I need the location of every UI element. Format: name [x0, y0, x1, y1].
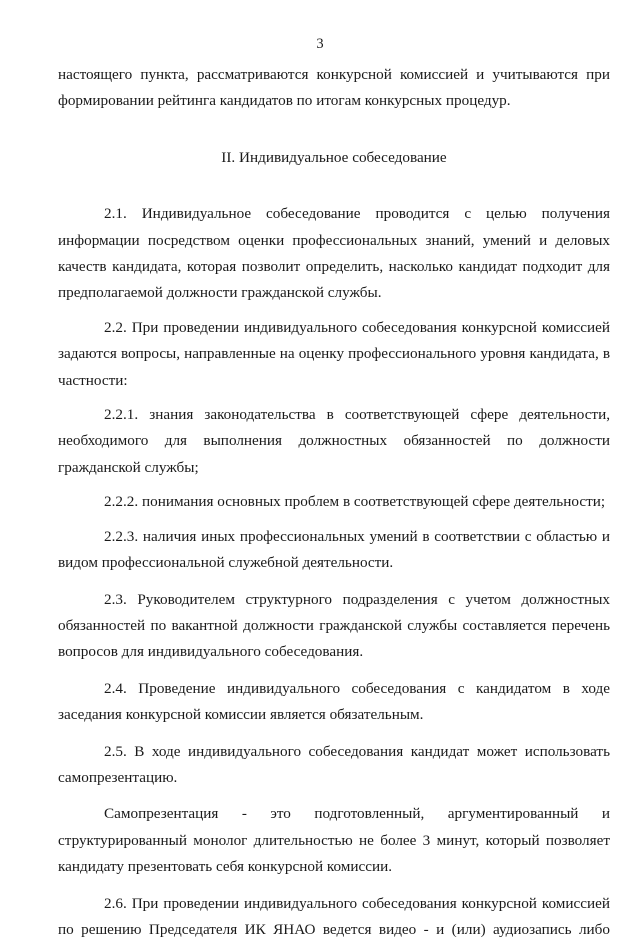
- paragraph-2-2-2: 2.2.2. понимания основных проблем в соответствующей сфере деятельности;: [104, 493, 606, 511]
- paragraph-2-2-1: 2.2.1. знания законодательства в соответствующей сфере деятельности, необходимого для выполнения должностных обязанностей по должности гражданской службы;: [58, 406, 610, 476]
- paragraph-2-5: 2.5. В ходе индивидуального собеседования кандидат может использовать самопрезентацию.: [58, 742, 610, 786]
- paragraph-2-6: 2.6. При проведении индивидуального собеседования конкурсной комиссией по решению Председателя ИК ЯНАО ведется видео - и (или) аудиозапись либо: [58, 894, 610, 938]
- paragraph-continuation: настоящего пункта, рассматриваются конкурсной комиссией и учитываются при формировании рейтинга кандидатов по итогам конкурсных процедур.: [58, 66, 610, 110]
- paragraph-2-4: 2.4. Проведение индивидуального собеседования с кандидатом в ходе заседания конкурсной комиссии является обязательным.: [58, 679, 610, 724]
- paragraph-2-1: 2.1. Индивидуальное собеседование проводится с целью получения информации посредством оценки профессиональных знаний, умений и деловых качеств кандидата, которая позволит определить, насколько кандидат подходит для предполагаемой должности гражданской службы.: [58, 205, 610, 302]
- paragraph-2-2: 2.2. При проведении индивидуального собеседования конкурсной комиссией задаются вопросы, направленные на оценку профессионального уровня кандидата, в частности:: [58, 318, 610, 389]
- paragraph-2-2-3: 2.2.3. наличия иных профессиональных умений в соответствии с областью и видом профессиональной служебной деятельности.: [58, 527, 610, 572]
- paragraph-self-presentation: Самопрезентация - это подготовленный, аргументированный и структурированный монолог длительностью не более 3 минут, который позволяет кандидату презентовать себя конкурсной комиссии.: [58, 805, 610, 876]
- document-body: [58, 62, 610, 943]
- section-heading: II. Индивидуальное собеседование: [221, 148, 447, 166]
- paragraph-2-3: 2.3. Руководителем структурного подразделения с учетом должностных обязанностей по вакантной должности гражданской службы составляется перечень вопросов для индивидуального собеседования.: [58, 590, 610, 661]
- page-number: 3: [316, 36, 324, 52]
